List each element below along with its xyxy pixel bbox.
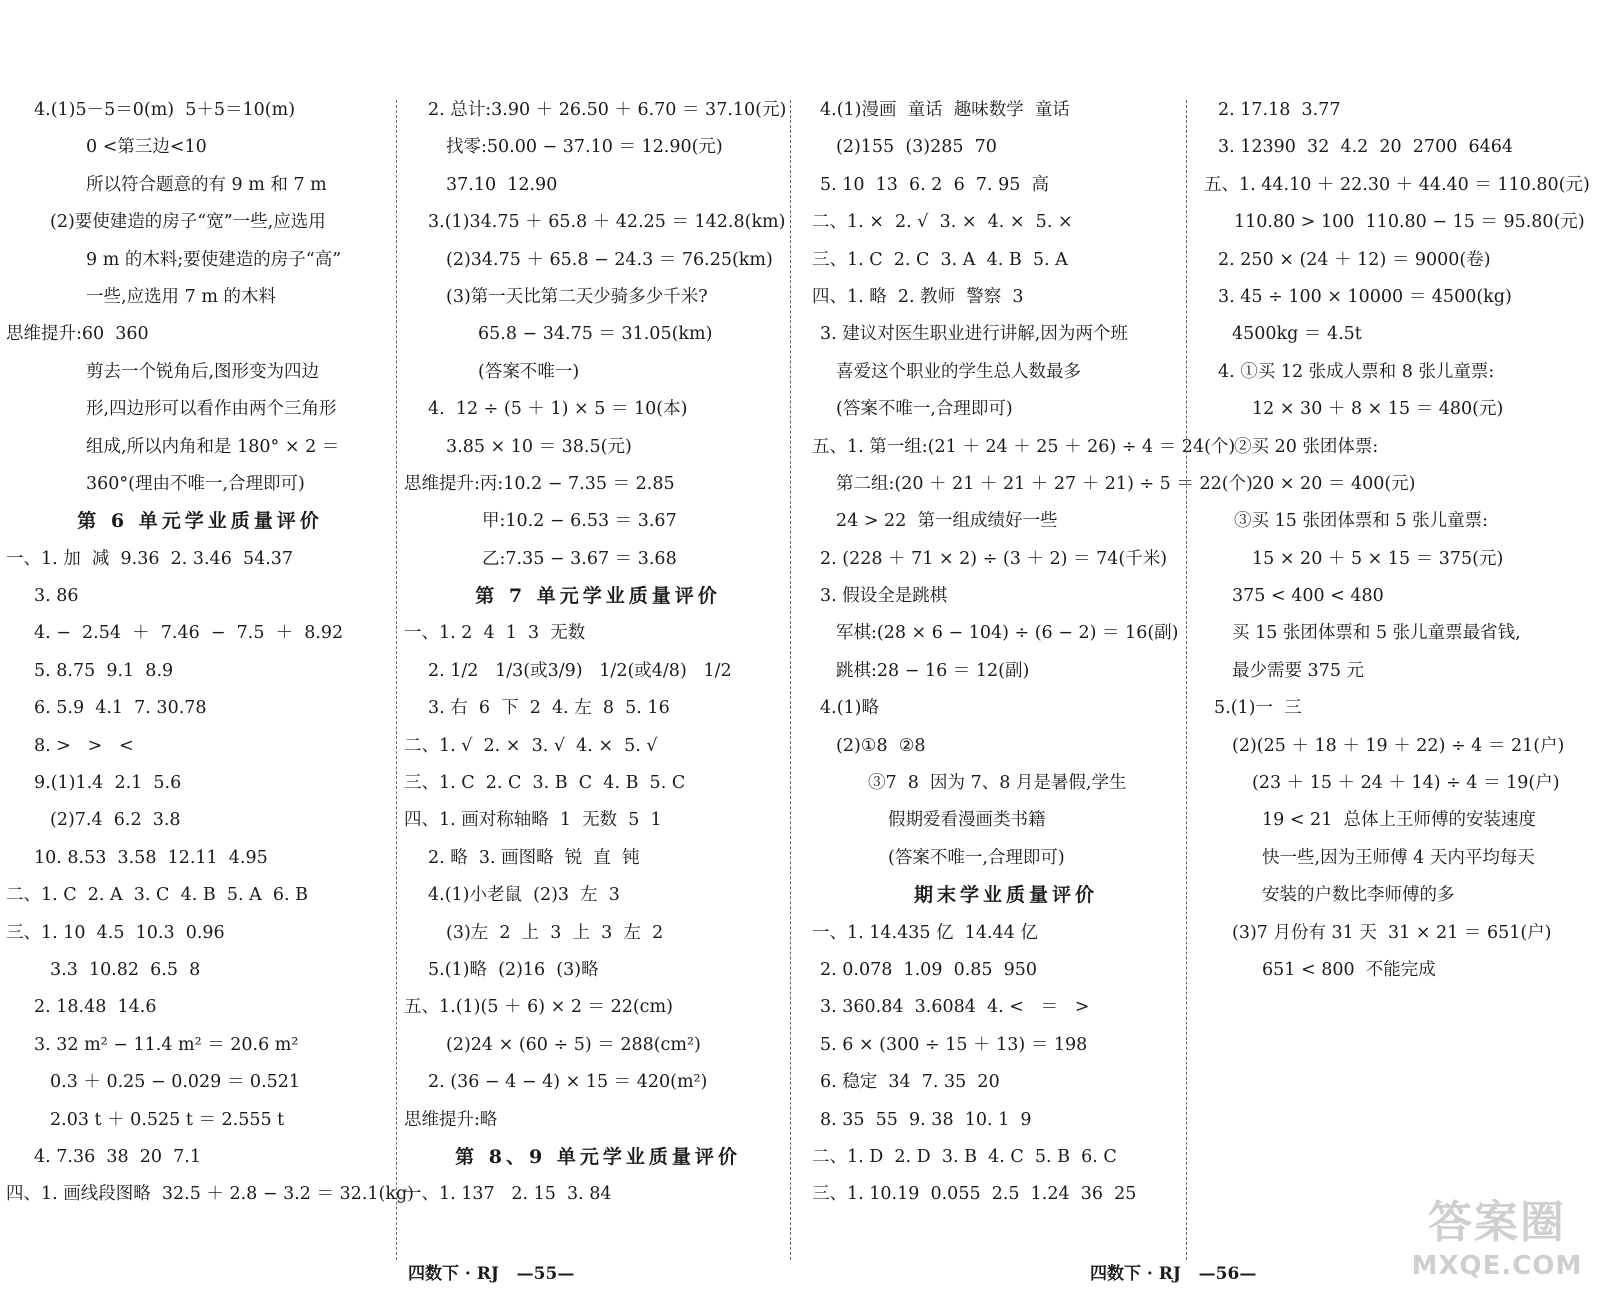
answer-line: 4500kg ＝ 4.5t: [1232, 324, 1362, 345]
column-divider: [790, 100, 791, 1260]
answer-line: ③7 8 因为 7、8 月是暑假,学生: [868, 773, 1127, 794]
answer-line: 所以符合题意的有 9 m 和 7 m: [86, 174, 327, 195]
answer-line: 三、1. 10.19 0.055 2.5 1.24 36 25: [812, 1184, 1137, 1205]
answer-line: 一、1. 2 4 1 3 无数: [404, 623, 586, 644]
answer-line: 4.(1)5－5＝0(m) 5＋5＝10(m): [34, 100, 296, 120]
answer-line: 2. 17.18 3.77: [1218, 100, 1341, 120]
answer-line: 思维提升:60 360: [6, 324, 149, 345]
answer-line: 65.8 − 34.75 ＝ 31.05(km): [478, 324, 713, 345]
answer-line: 第二组:(20 ＋ 21 ＋ 21 ＋ 27 ＋ 21) ÷ 5 ＝ 22(个): [836, 473, 1253, 494]
page-footer-right: 四数下 · RJ —56—: [1090, 1264, 1257, 1284]
answer-line: 9.(1)1.4 2.1 5.6: [34, 773, 182, 794]
answer-line: 651 < 800 不能完成: [1262, 959, 1436, 980]
answer-line: 五、1. 44.10 ＋ 22.30 ＋ 44.40 ＝ 110.80(元): [1204, 174, 1590, 195]
answer-line: 2. 略 3. 画图略 锐 直 钝: [428, 847, 640, 868]
answer-line: 2. 250 × (24 ＋ 12) ＝ 9000(卷): [1218, 249, 1491, 270]
answer-line: 五、1.(1)(5 ＋ 6) × 2 ＝ 22(cm): [404, 997, 673, 1018]
answer-line: 一些,应选用 7 m 的木料: [86, 286, 276, 307]
answer-line: 2. 总计:3.90 ＋ 26.50 ＋ 6.70 ＝ 37.10(元): [428, 100, 787, 120]
answer-line: 5. 10 13 6. 2 6 7. 95 高: [820, 174, 1049, 195]
answer-line: 二、1. C 2. A 3. C 4. B 5. A 6. B: [6, 885, 308, 906]
answer-line: 15 × 20 ＋ 5 × 15 ＝ 375(元): [1252, 548, 1504, 569]
section-heading: 第 7 单元学业质量评价: [475, 585, 721, 608]
answer-line: 跳棋:28 − 16 ＝ 12(副): [836, 660, 1030, 681]
answer-line: 2.03 t ＋ 0.525 t ＝ 2.555 t: [50, 1109, 285, 1130]
answer-line: 形,四边形可以看作由两个三角形: [86, 399, 337, 420]
page-footer-left: 四数下 · RJ —55—: [408, 1264, 575, 1284]
answer-line: 军棋:(28 × 6 − 104) ÷ (6 − 2) ＝ 16(副): [836, 623, 1179, 644]
answer-line: 360°(理由不唯一,合理即可): [86, 473, 305, 494]
answer-line: 6. 稳定 34 7. 35 20: [820, 1072, 1000, 1093]
answer-line: 5.(1)略 (2)16 (3)略: [428, 959, 599, 980]
answer-line: 5. 6 × (300 ÷ 15 ＋ 13) ＝ 198: [820, 1034, 1088, 1055]
answer-line: 5.(1)一 三: [1214, 698, 1302, 719]
answer-line: 三、1. C 2. C 3. A 4. B 5. A: [812, 249, 1068, 270]
answer-line: 一、1. 加 减 9.36 2. 3.46 54.37: [6, 548, 294, 569]
answer-line: 12 × 30 ＋ 8 × 15 ＝ 480(元): [1252, 399, 1504, 420]
answer-line: 二、1. × 2. √ 3. × 4. × 5. ×: [812, 212, 1073, 233]
answer-line: 0 <第三边<10: [86, 137, 207, 158]
answer-line: 三、1. 10 4.5 10.3 0.96: [6, 922, 225, 943]
watermark-url-text: MXQE.COM: [1411, 1251, 1583, 1281]
answer-column-4: [1204, 92, 1596, 989]
answer-line: 2. 1/2 1/3(或3/9) 1/2(或4/8) 1/2: [428, 660, 732, 681]
answer-line: 3. 12390 32 4.2 20 2700 6464: [1218, 137, 1513, 158]
answer-line: 思维提升:略: [404, 1109, 498, 1130]
section-heading: 期末学业质量评价: [913, 884, 1098, 907]
answer-line: 一、1. 137 2. 15 3. 84: [404, 1184, 612, 1205]
answer-line: 二、1. √ 2. × 3. √ 4. × 5. √: [404, 735, 658, 756]
answer-line: 4. − 2.54 ＋ 7.46 − 7.5 ＋ 8.92: [34, 623, 344, 644]
answer-line: 甲:10.2 − 6.53 ＝ 3.67: [482, 511, 677, 532]
answer-line: 买 15 张团体票和 5 张儿童票最省钱,: [1232, 623, 1521, 644]
answer-line: (2)①8 ②8: [836, 735, 926, 756]
answer-line: 4. 7.36 38 20 7.1: [34, 1146, 201, 1167]
answer-line: (2)(25 ＋ 18 ＋ 19 ＋ 22) ÷ 4 ＝ 21(户): [1232, 735, 1565, 756]
answer-column-1: [6, 92, 414, 1214]
answer-line: 快一些,因为王师傅 4 天内平均每天: [1262, 847, 1535, 868]
answer-line: 24 > 22 第一组成绩好一些: [836, 511, 1058, 532]
answer-line: 四、1. 画对称轴略 1 无数 5 1: [404, 810, 662, 831]
answer-line: 找零:50.00 − 37.10 ＝ 12.90(元): [446, 137, 723, 158]
answer-line: 8. > > <: [34, 735, 134, 756]
answer-line: 五、1. 第一组:(21 ＋ 24 ＋ 25 ＋ 26) ÷ 4 ＝ 24(个): [812, 436, 1236, 457]
answer-line: 喜爱这个职业的学生总人数最多: [836, 361, 1081, 382]
answer-line: 6. 5.9 4.1 7. 30.78: [34, 698, 207, 719]
answer-line: 3. 假设全是跳棋: [820, 586, 948, 607]
watermark-logo-text: 答案圈: [1428, 1197, 1566, 1248]
answer-line: 四、1. 略 2. 教师 警察 3: [812, 286, 1024, 307]
answer-line: 剪去一个锐角后,图形变为四边: [86, 361, 320, 382]
answer-line: (3)7 月份有 31 天 31 × 21 ＝ 651(户): [1232, 922, 1552, 943]
answer-line: 三、1. C 2. C 3. B C 4. B 5. C: [404, 773, 686, 794]
answer-line: (2)155 (3)285 70: [836, 137, 997, 158]
answer-line: 4.(1)漫画 童话 趣味数学 童话: [820, 100, 1070, 120]
answer-line: 3. 右 6 下 2 4. 左 8 5. 16: [428, 698, 670, 719]
answer-line: 2. (36 − 4 − 4) × 15 ＝ 420(m²): [428, 1072, 708, 1093]
answer-line: (2)34.75 ＋ 65.8 − 24.3 ＝ 76.25(km): [446, 249, 773, 270]
answer-line: 5. 8.75 9.1 8.9: [34, 660, 174, 681]
answer-line: (答案不唯一,合理即可): [836, 399, 1013, 420]
answer-line: 4.(1)略: [820, 698, 879, 719]
answer-line: 4. ①买 12 张成人票和 8 张儿童票:: [1218, 361, 1495, 382]
answer-line: 2. (228 ＋ 71 × 2) ÷ (3 ＋ 2) ＝ 74(千米): [820, 548, 1168, 569]
answer-line: 3. 建议对医生职业进行讲解,因为两个班: [820, 324, 1128, 345]
answer-line: 思维提升:丙:10.2 − 7.35 ＝ 2.85: [404, 473, 675, 494]
answer-line: 19 < 21 总体上王师傅的安装速度: [1262, 810, 1536, 831]
answer-line: 3. 86: [34, 586, 79, 607]
answer-line: 二、1. D 2. D 3. B 4. C 5. B 6. C: [812, 1146, 1117, 1167]
answer-line: (3)第一天比第二天少骑多少千米?: [446, 286, 708, 307]
answer-line: (23 ＋ 15 ＋ 24 ＋ 14) ÷ 4 ＝ 19(户): [1252, 773, 1560, 794]
answer-line: 10. 8.53 3.58 12.11 4.95: [34, 847, 268, 868]
answer-line: (2)7.4 6.2 3.8: [50, 810, 181, 831]
answer-line: 3. 45 ÷ 100 × 10000 ＝ 4500(kg): [1218, 286, 1512, 307]
answer-line: 假期爱看漫画类书籍: [888, 810, 1046, 831]
answer-line: 110.80 > 100 110.80 − 15 ＝ 95.80(元): [1234, 212, 1585, 233]
answer-line: 最少需要 375 元: [1232, 660, 1365, 681]
section-heading: 第 8、9 单元学业质量评价: [455, 1145, 741, 1168]
answer-line: (答案不唯一,合理即可): [888, 847, 1065, 868]
answer-line: 3.(1)34.75 ＋ 65.8 ＋ 42.25 ＝ 142.8(km): [428, 212, 786, 233]
answer-line: (答案不唯一): [478, 361, 580, 382]
answer-line: (3)左 2 上 3 上 3 左 2: [446, 922, 664, 943]
answer-line: ②买 20 张团体票:: [1234, 436, 1379, 457]
answer-line: 四、1. 画线段图略 32.5 ＋ 2.8 − 3.2 ＝ 32.1(kg): [6, 1184, 414, 1205]
answer-line: 一、1. 14.435 亿 14.44 亿: [812, 922, 1038, 943]
site-watermark: [1404, 1196, 1590, 1288]
answer-line: 3. 360.84 3.6084 4. < ＝ >: [820, 997, 1090, 1018]
answer-line: 乙:7.35 − 3.67 ＝ 3.68: [482, 548, 677, 569]
answer-line: (2)要使建造的房子“宽”一些,应选用: [50, 212, 326, 233]
answer-line: 3. 32 m² − 11.4 m² ＝ 20.6 m²: [34, 1034, 299, 1055]
answer-column-3: [812, 92, 1253, 1214]
column-divider: [1186, 100, 1187, 1260]
answer-line: 4. 12 ÷ (5 ＋ 1) × 5 ＝ 10(本): [428, 399, 688, 420]
answer-line: (2)24 × (60 ÷ 5) ＝ 288(cm²): [446, 1034, 701, 1055]
answer-line: 3.3 10.82 6.5 8: [50, 959, 201, 980]
answer-line: 组成,所以内角和是 180° × 2 ＝: [86, 436, 340, 457]
answer-line: ③买 15 张团体票和 5 张儿童票:: [1234, 511, 1489, 532]
answer-line: 9 m 的木料;要使建造的房子“高”: [86, 249, 342, 270]
answer-line: 2. 0.078 1.09 0.85 950: [820, 959, 1038, 980]
answer-line: 3.85 × 10 ＝ 38.5(元): [446, 436, 632, 457]
answer-line: 37.10 12.90: [446, 174, 558, 195]
answer-line: 0.3 ＋ 0.25 − 0.029 ＝ 0.521: [50, 1072, 301, 1093]
answer-line: 2. 18.48 14.6: [34, 997, 157, 1018]
answer-line: 4.(1)小老鼠 (2)3 左 3: [428, 885, 620, 906]
column-divider: [396, 100, 397, 1260]
answer-line: 375 < 400 < 480: [1232, 586, 1384, 607]
answer-line: 8. 35 55 9. 38 10. 1 9: [820, 1109, 1032, 1130]
section-heading: 第 6 单元学业质量评价: [77, 510, 323, 533]
answer-line: 安装的户数比李师傅的多: [1262, 885, 1455, 906]
answer-column-2: [404, 92, 792, 1214]
answer-line: 20 × 20 ＝ 400(元): [1252, 473, 1416, 494]
